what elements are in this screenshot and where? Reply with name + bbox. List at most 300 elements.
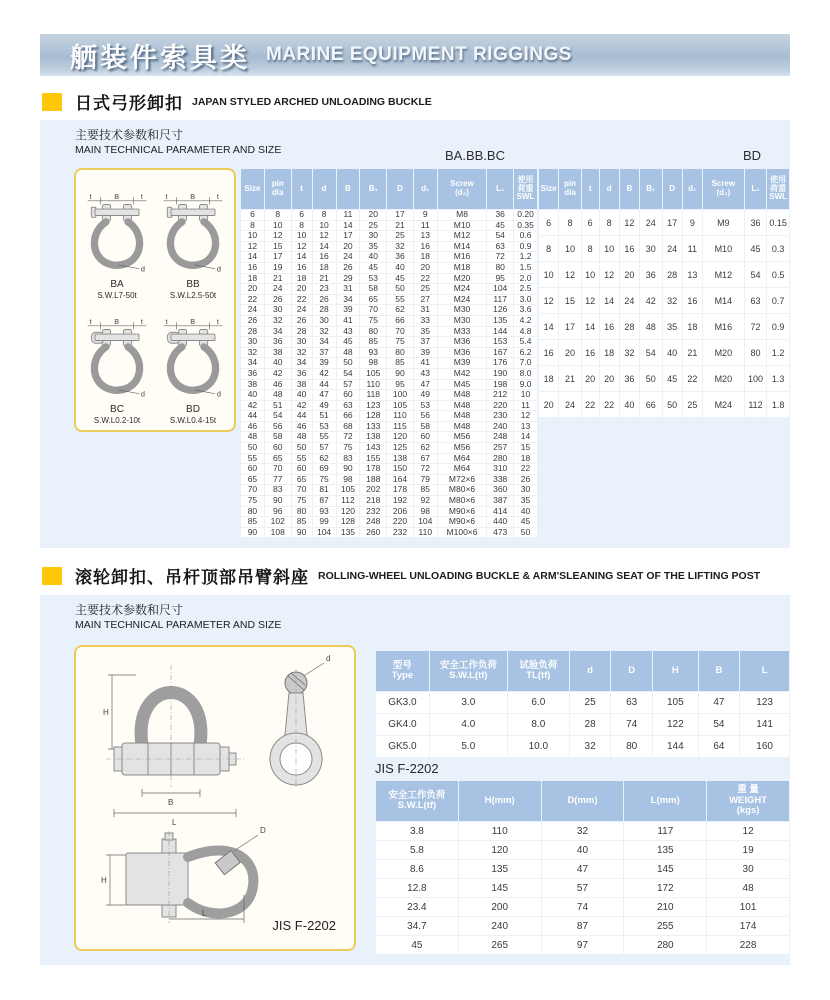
table-cell: 232 (360, 507, 386, 517)
bow-shackle-drawing-icon (84, 311, 150, 403)
table-cell: 24 (337, 252, 360, 262)
bow-shackle-drawing-icon (84, 186, 150, 278)
table-cell: 32 (313, 327, 336, 337)
table-cell: 18 (241, 274, 264, 284)
table-cell: 48 (265, 390, 291, 400)
table-cell: 36 (241, 369, 264, 379)
table-cell: 45 (745, 236, 767, 261)
table-cell: 34 (241, 358, 264, 368)
figure-swl-range: S.W.L0.2-10t (93, 416, 141, 425)
table-cell: 21 (387, 221, 413, 231)
table-cell: 20 (582, 366, 599, 391)
table-cell: 90 (337, 464, 360, 474)
table-cell: 20 (620, 262, 639, 287)
table-cell: 105 (387, 401, 413, 411)
table-cell: 218 (360, 496, 386, 506)
column-header: L(mm) (624, 781, 706, 821)
figure-swl-range: S.W.L2.5-50t (169, 291, 217, 300)
table-cell: M30 (438, 316, 487, 326)
table-cell: 40 (241, 390, 264, 400)
table-cell: 110 (387, 411, 413, 421)
table-cell: 117 (624, 822, 706, 840)
table-row (241, 358, 537, 368)
table-cell: 45 (487, 221, 513, 231)
svg-text:t: t (165, 192, 168, 201)
table-cell: 240 (487, 422, 513, 432)
table-cell: 27 (414, 295, 437, 305)
table-cell: 36 (487, 210, 513, 220)
table-cell: 87 (542, 917, 624, 935)
table-cell: M20 (703, 340, 744, 365)
table-cell: 21 (313, 274, 336, 284)
svg-text:B: B (114, 317, 120, 326)
column-header: Size (539, 169, 558, 209)
table-cell: 0.35 (514, 221, 537, 231)
table-cell: 155 (360, 454, 386, 464)
svg-text:t: t (165, 317, 168, 326)
table-cell: 153 (487, 337, 513, 347)
table-cell: 257 (487, 443, 513, 453)
table-bd (538, 168, 790, 418)
table-cell: M8 (438, 210, 487, 220)
table-cell: 66 (640, 392, 662, 417)
table-cell: 387 (487, 496, 513, 506)
table-cell: 16 (582, 340, 599, 365)
table-cell: 26 (313, 295, 336, 305)
table-cell: 15 (265, 242, 291, 252)
table-row (241, 496, 537, 506)
table-cell: 10 (313, 221, 336, 231)
table-cell: 36 (292, 369, 312, 379)
table-cell: 25 (570, 692, 611, 713)
table-cell: 28 (292, 327, 312, 337)
table-cell: 102 (265, 517, 291, 527)
table-cell: 37 (414, 337, 437, 347)
table-cell: M14 (438, 242, 487, 252)
table-cell: 58 (265, 432, 291, 442)
table-cell: M30 (438, 305, 487, 315)
table-row (241, 369, 537, 379)
table-cell: 6 (539, 210, 558, 235)
param-note-en: MAIN TECHNICAL PARAMETER AND SIZE (75, 144, 282, 157)
column-header: B (337, 169, 360, 209)
table-cell: 176 (487, 358, 513, 368)
table-cell: 1.2 (767, 340, 789, 365)
table-cell: 50 (640, 366, 662, 391)
svg-text:t: t (140, 192, 143, 201)
table-cell: 57 (337, 380, 360, 390)
section2-title-en: ROLLING-WHEEL UNLOADING BUCKLE & ARM'SLEANING SEAT OF THE LIFTING POST (318, 569, 761, 582)
table-cell: 37 (313, 348, 336, 358)
column-header: H (653, 651, 698, 691)
table-row (241, 443, 537, 453)
table-cell: 60 (292, 464, 312, 474)
table-cell: M10 (703, 236, 744, 261)
table-row (241, 464, 537, 474)
table-cell: 70 (241, 485, 264, 495)
section1-title-en: JAPAN STYLED ARCHED UNLOADING BUCKLE (192, 95, 432, 108)
table-cell: M90×6 (438, 507, 487, 517)
table-cell: 8 (582, 236, 599, 261)
table-cell: M9 (703, 210, 744, 235)
table-cell: 28 (570, 714, 611, 735)
table-cell: 98 (337, 475, 360, 485)
table-cell: 160 (740, 736, 789, 757)
table-cell: 110 (414, 528, 437, 538)
table-cell: 18 (683, 314, 702, 339)
table-cell: 41 (337, 316, 360, 326)
table-cell: M24 (438, 284, 487, 294)
param-note-zh: 主要技术参数和尺寸 (75, 128, 184, 142)
table-cell: 9 (683, 210, 702, 235)
table-cell: 35 (663, 314, 682, 339)
column-header: d₁ (414, 169, 437, 209)
table-cell: 65 (265, 454, 291, 464)
table-cell: 93 (313, 507, 336, 517)
table-row (539, 236, 789, 261)
table-cell: 75 (337, 443, 360, 453)
table-cell: 40 (360, 252, 386, 262)
table-cell: 18 (292, 274, 312, 284)
table-cell: 20 (539, 392, 558, 417)
table-cell: 72 (745, 314, 767, 339)
table-cell: 240 (459, 917, 541, 935)
table-cell: 58 (414, 422, 437, 432)
table-cell: 0.3 (767, 236, 789, 261)
yellow-square-bullet-icon (42, 93, 62, 111)
table-cell: 13 (414, 231, 437, 241)
table-cell: 112 (745, 392, 767, 417)
table-cell: 125 (387, 443, 413, 453)
table-cell: 0.5 (767, 262, 789, 287)
svg-text:B: B (168, 798, 174, 807)
column-header: D (663, 169, 682, 209)
section1-diagram-box (74, 168, 236, 432)
table-cell: 17 (337, 231, 360, 241)
table-cell: 20 (292, 284, 312, 294)
table-row (241, 305, 537, 315)
table-cell: 8 (292, 221, 312, 231)
table-cell: 22 (514, 464, 537, 474)
table-cell: 47 (414, 380, 437, 390)
table-cell: 126 (487, 305, 513, 315)
table-cell: 72 (337, 432, 360, 442)
table-cell: 22 (582, 392, 599, 417)
table-cell: 45 (360, 263, 386, 273)
table-row (241, 242, 537, 252)
table-cell: M10 (438, 221, 487, 231)
table-cell: 16 (683, 288, 702, 313)
table-cell: 8 (241, 221, 264, 231)
table-row (241, 401, 537, 411)
column-header: Size (241, 169, 264, 209)
table-cell: 128 (337, 517, 360, 527)
table-cell: 30 (292, 337, 312, 347)
table-cell: 54 (640, 340, 662, 365)
table-cell: 104 (414, 517, 437, 527)
table-cell: 120 (387, 432, 413, 442)
table-cell: 44 (313, 380, 336, 390)
table-cell: 10 (241, 231, 264, 241)
table-cell: 115 (387, 422, 413, 432)
table-cell: M42 (438, 369, 487, 379)
column-header: 使用 荷重 SWL (767, 169, 789, 209)
table-row (241, 210, 537, 220)
table-cell: 144 (487, 327, 513, 337)
shackle-figure-bb (155, 175, 231, 300)
table-cell: 22 (241, 295, 264, 305)
table-gk (375, 650, 790, 758)
table-cell: 93 (360, 348, 386, 358)
table-cell: 36 (640, 262, 662, 287)
banner-title-en: MARINE EQUIPMENT RIGGINGS (266, 44, 572, 65)
table-cell: M100×6 (438, 528, 487, 538)
table-cell: 145 (459, 879, 541, 897)
table-cell: 12 (241, 242, 264, 252)
table-cell: 145 (624, 860, 706, 878)
table-cell: 101 (707, 898, 789, 916)
column-header: pin dia (559, 169, 581, 209)
table-cell: 26 (337, 263, 360, 273)
table-cell: 210 (624, 898, 706, 916)
table-cell: 24 (292, 305, 312, 315)
table-cell: 212 (487, 390, 513, 400)
table-cell: 32 (241, 348, 264, 358)
table-cell: 118 (360, 390, 386, 400)
section2-parameter-note (75, 602, 281, 632)
table-cell: 47 (699, 692, 740, 713)
table-cell: 98 (414, 507, 437, 517)
table-cell: 117 (487, 295, 513, 305)
table-cell: 39 (313, 358, 336, 368)
column-header: 安全工作负荷 S.W.L(tf) (376, 781, 458, 821)
svg-text:D: D (260, 826, 266, 835)
table-cell: 10 (265, 221, 291, 231)
section1-title (42, 89, 432, 114)
figure-code: BB (186, 279, 200, 290)
table-cell: 25 (387, 231, 413, 241)
table-cell: 12 (620, 210, 639, 235)
table-cell: 11 (414, 221, 437, 231)
table-cell: 62 (414, 443, 437, 453)
table-cell: 0.6 (514, 231, 537, 241)
table-cell: 95 (387, 380, 413, 390)
table-row (241, 316, 537, 326)
table-cell: 0.15 (767, 210, 789, 235)
column-header: B (699, 651, 740, 691)
table-cell: 55 (292, 454, 312, 464)
table-cell: 69 (313, 464, 336, 474)
table-cell: 54 (487, 231, 513, 241)
table-cell: 16 (620, 236, 639, 261)
table-cell: 0.7 (767, 288, 789, 313)
table-cell: 25 (414, 284, 437, 294)
table-cell: M56 (438, 443, 487, 453)
table-cell: 72 (487, 252, 513, 262)
table-cell: 10 (514, 390, 537, 400)
table-cell: 43 (337, 327, 360, 337)
table-jis (375, 780, 790, 955)
svg-text:B: B (114, 192, 120, 201)
column-header: L (740, 651, 789, 691)
table-cell: 100 (387, 390, 413, 400)
svg-text:H: H (103, 708, 109, 717)
table-cell: 50 (337, 358, 360, 368)
table-cell: 50 (241, 443, 264, 453)
table-cell: 20 (360, 210, 386, 220)
table-cell: M36 (438, 348, 487, 358)
table-cell: 51 (265, 401, 291, 411)
table-cell: M24 (438, 295, 487, 305)
table-cell: 135 (624, 841, 706, 859)
table-cell: 164 (387, 475, 413, 485)
table-cell: 99 (313, 517, 336, 527)
table-cell: 63 (745, 288, 767, 313)
table-cell: 18 (414, 252, 437, 262)
table-row (241, 454, 537, 464)
svg-text:d: d (140, 264, 145, 274)
table-cell: 122 (653, 714, 698, 735)
table-cell: 70 (360, 305, 386, 315)
table-header-row (376, 651, 789, 691)
shackle-figure-ba (79, 175, 155, 300)
table-cell: 255 (624, 917, 706, 935)
table-cell: 63 (337, 401, 360, 411)
table-row (539, 314, 789, 339)
table-cell: 18 (514, 454, 537, 464)
table-cell: M48 (438, 390, 487, 400)
svg-text:t: t (216, 192, 219, 201)
table-cell: 26 (292, 316, 312, 326)
table-cell: 26 (265, 295, 291, 305)
table-header-row (241, 169, 537, 209)
table-cell: 31 (414, 305, 437, 315)
table-cell: 16 (292, 263, 312, 273)
table-cell: 8 (559, 210, 581, 235)
table-cell: 62 (387, 305, 413, 315)
svg-text:t: t (89, 317, 92, 326)
table-cell: 80 (487, 263, 513, 273)
table-cell: M72×6 (438, 475, 487, 485)
jis-standard-label: JIS F-2202 (375, 761, 439, 776)
table-cell: 85 (241, 517, 264, 527)
table-cell: 16 (600, 314, 619, 339)
table-cell: 28 (313, 305, 336, 315)
section1-title-zh: 日式弓形卸扣 (75, 94, 183, 113)
table-cell: 6 (582, 210, 599, 235)
svg-text:H: H (101, 876, 107, 885)
table-cell: 75 (292, 496, 312, 506)
table-cell: 40 (265, 358, 291, 368)
table-cell: 39 (414, 348, 437, 358)
table-row (539, 288, 789, 313)
table-cell: 30 (313, 316, 336, 326)
table-cell: 104 (313, 528, 336, 538)
table-header-row (539, 169, 789, 209)
table-cell: 32 (387, 242, 413, 252)
table-cell: 143 (360, 443, 386, 453)
table-cell: 38 (265, 348, 291, 358)
table-cell: 14 (241, 252, 264, 262)
svg-text:L: L (202, 909, 207, 918)
table-cell: 24 (640, 210, 662, 235)
table-cell: 9.0 (514, 380, 537, 390)
table-cell: 75 (313, 475, 336, 485)
table-cell: 46 (265, 380, 291, 390)
table-cell: 42 (640, 288, 662, 313)
table-cell: 123 (740, 692, 789, 713)
table-cell: 36 (620, 366, 639, 391)
bow-shackle-drawing-icon (160, 186, 226, 278)
table-cell: 42 (265, 369, 291, 379)
table-cell: 105 (337, 485, 360, 495)
table-cell: 128 (360, 411, 386, 421)
table-cell: 42 (292, 401, 312, 411)
section1-panel (40, 120, 790, 548)
table-cell: 20 (241, 284, 264, 294)
svg-text:d: d (216, 389, 221, 399)
table-cell: 70 (292, 485, 312, 495)
table-cell: 40 (514, 507, 537, 517)
bow-shackle-drawing-icon (160, 311, 226, 403)
table-cell: 0.9 (514, 242, 537, 252)
table-row (376, 879, 789, 897)
table-cell: 0.20 (514, 210, 537, 220)
table-cell: M33 (438, 327, 487, 337)
table-cell: 40 (292, 390, 312, 400)
table-cell: 11 (514, 401, 537, 411)
table-cell: 14 (582, 314, 599, 339)
table-cell: 10.0 (508, 736, 569, 757)
table-cell: 32 (620, 340, 639, 365)
table-row (241, 411, 537, 421)
table-cell: 202 (360, 485, 386, 495)
table-cell: 32 (663, 288, 682, 313)
table-cell: 54 (337, 369, 360, 379)
table-cell: 8 (600, 210, 619, 235)
table-cell: 14 (539, 314, 558, 339)
table-cell: 35 (414, 327, 437, 337)
table-cell: 38 (241, 380, 264, 390)
table-cell: 75 (360, 316, 386, 326)
table-cell: 48 (640, 314, 662, 339)
column-header: B₁ (360, 169, 386, 209)
column-header: pin dia (265, 169, 291, 209)
table-cell: 54 (265, 411, 291, 421)
svg-text:B: B (190, 192, 196, 201)
table-cell: 36 (265, 337, 291, 347)
table-cell: 232 (387, 528, 413, 538)
table-cell: 10 (600, 236, 619, 261)
table-cell: 29 (337, 274, 360, 284)
table-row (241, 528, 537, 538)
table-cell: 48 (241, 432, 264, 442)
table-cell: 47 (542, 860, 624, 878)
table-cell: M24 (703, 392, 744, 417)
table-row (376, 917, 789, 935)
table-cell: 80 (611, 736, 652, 757)
table-cell: 12 (600, 262, 619, 287)
table-cell: 25 (360, 221, 386, 231)
table-cell: 34 (313, 337, 336, 347)
svg-text:t: t (216, 317, 219, 326)
table-cell: 144 (653, 736, 698, 757)
table-row (241, 231, 537, 241)
table-cell: 12 (265, 231, 291, 241)
table-row (539, 262, 789, 287)
table-cell: 206 (387, 507, 413, 517)
table-cell: 64 (699, 736, 740, 757)
